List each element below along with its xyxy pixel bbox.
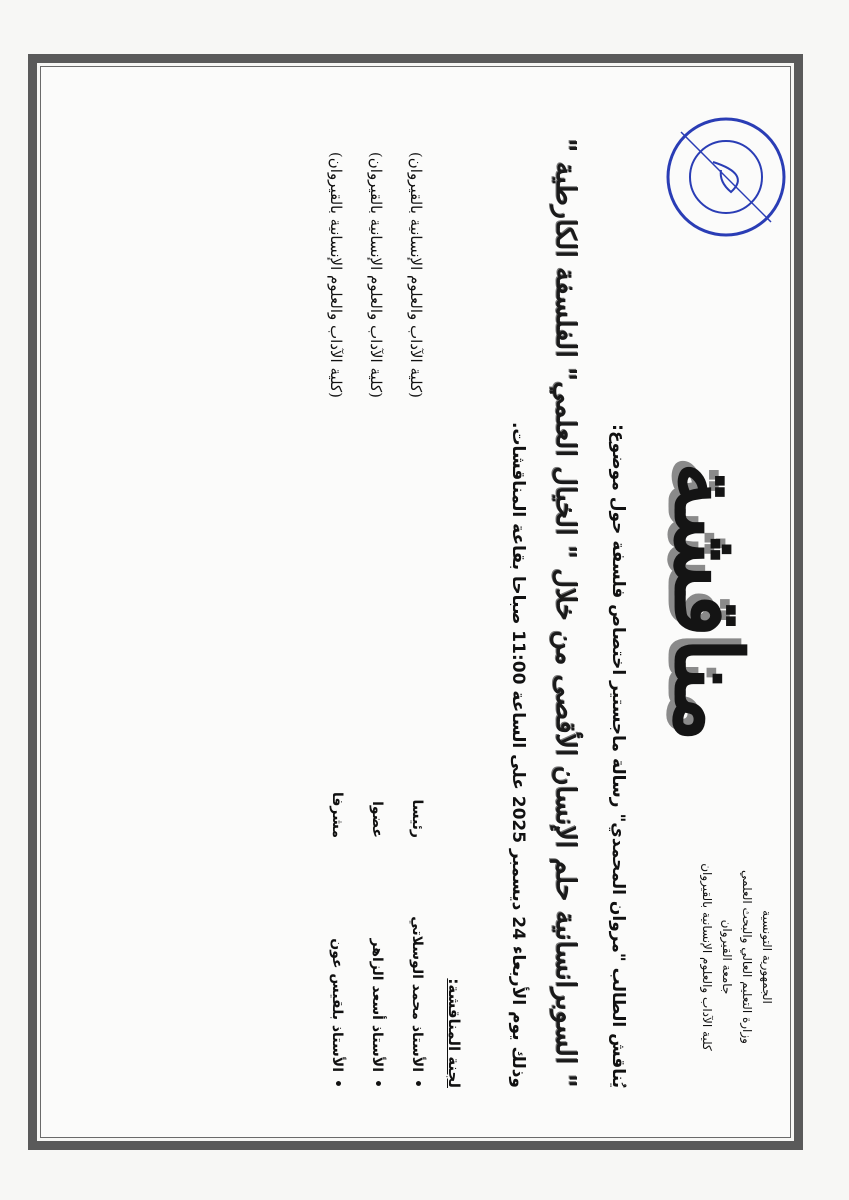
bullet: •	[409, 1079, 425, 1088]
page-title: مناقشة	[654, 461, 762, 743]
header-line-country: الجمهورية التونسية	[760, 910, 774, 1004]
document-sheet	[50, 76, 791, 1128]
member-role: مشرفا	[329, 791, 345, 838]
committee-member	[311, 108, 351, 1088]
committee-list	[311, 108, 431, 1088]
member-affiliation: (كلية الآداب والعلوم الإنسانية بالقيروان)	[367, 151, 385, 398]
header-line-university: جامعة القيروان	[720, 919, 734, 995]
committee-member	[351, 108, 391, 1088]
date-line: وذلك يوم الأربعاء 24 ديسمبر 2025 على الساعة 11:00 صباحا بقاعة المناقشات.	[508, 421, 528, 1088]
intro-text: يُناقش الطالب "مروان المحمدي" رسالة ماجستير اختصاص فلسفة حول موضوع:	[608, 424, 628, 1088]
member-role: رئيسا	[409, 799, 425, 838]
member-name: الأستاذ بلقيس عون	[329, 938, 345, 1072]
thesis-title: " السوبرانسانية حلم الإنسان الأقصى من خلال " الخيال العلمي" الفلسفة الكارطية "	[550, 138, 581, 1088]
bullet: •	[369, 1079, 385, 1088]
member-name: الأستاذ أسعد الزاهر	[369, 938, 385, 1072]
member-affiliation: (كلية الآداب والعلوم الإنسانية بالقيروان)	[327, 151, 345, 398]
committee-member	[391, 108, 431, 1088]
member-role: عضوا	[369, 801, 385, 838]
member-name: الأستاذ محمد الوسلاتي	[409, 916, 425, 1072]
header-line-faculty: كلية الآداب والعلوم الإنسانية بالقيروان	[700, 863, 714, 1051]
seal-text: الآداب الإنسانية	[788, 112, 791, 117]
bullet: •	[329, 1079, 345, 1088]
committee-heading: لجنة المناقشة:	[445, 978, 463, 1088]
svg-text:كلية الآداب والعلوم الإنسانية	[788, 112, 791, 118]
header-line-ministry: وزارة التعليم العالي والبحث العلمي	[740, 870, 754, 1044]
member-affiliation: (كلية الآداب والعلوم الإنسانية بالقيروان)	[407, 151, 425, 398]
